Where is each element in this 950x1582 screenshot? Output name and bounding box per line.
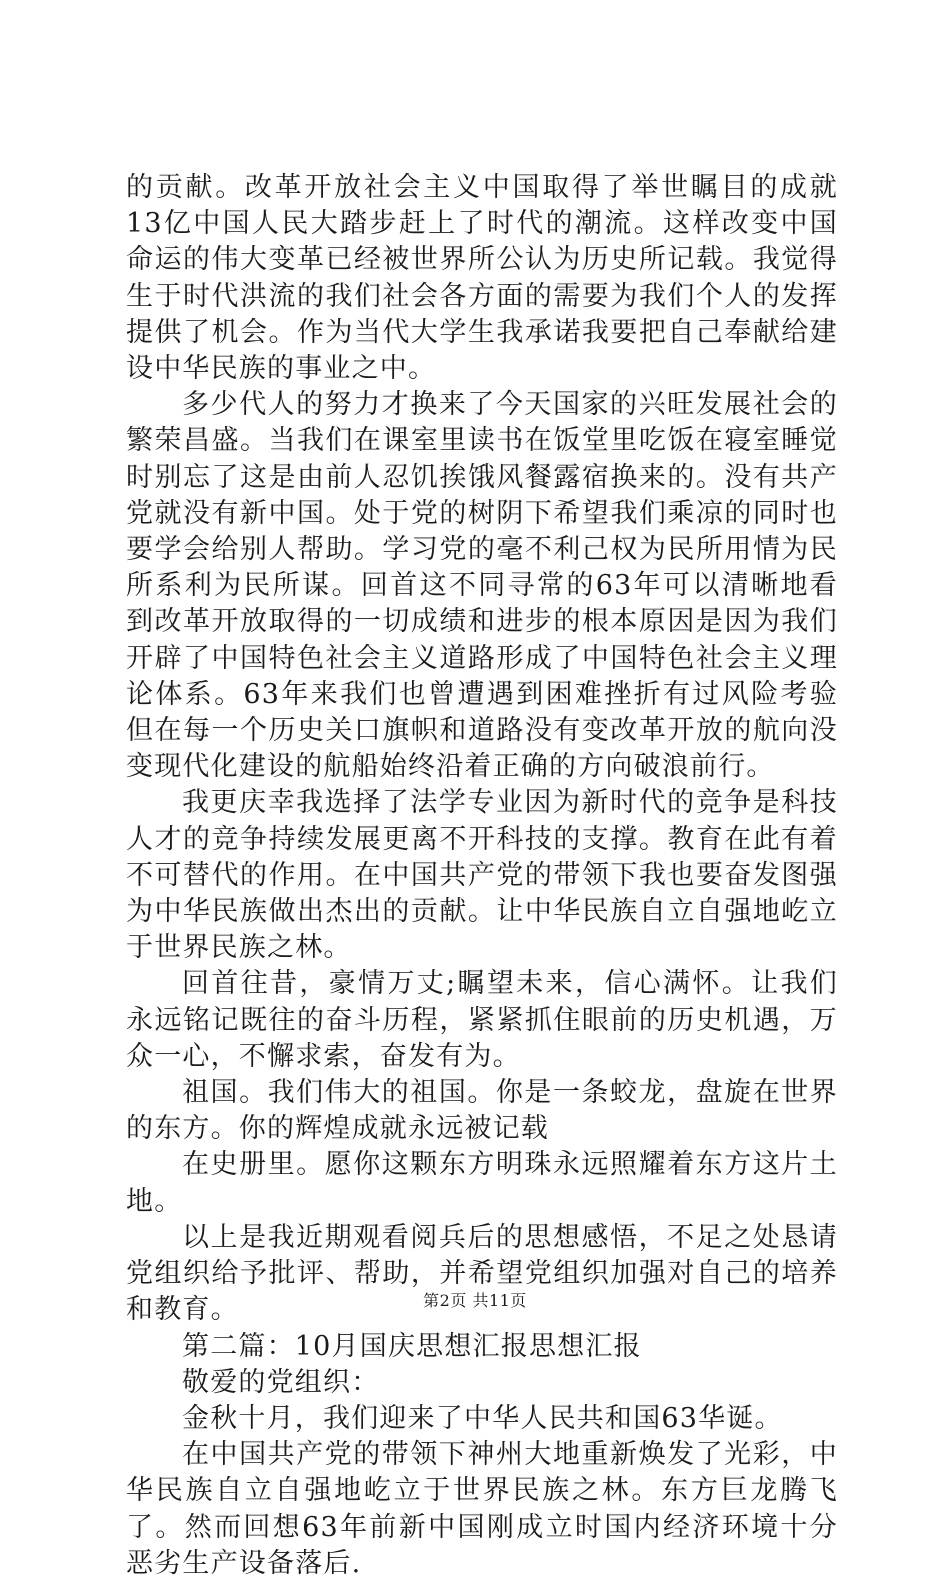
paragraph-2: 多少代人的努力才换来了今天国家的兴旺发展社会的繁荣昌盛。当我们在课室里读书在饭堂里吃饭在寝室睡觉时别忘了这是由前人忍饥挨饿风餐露宿换来的。没有共产党就没有新中国。处于党的树阴下希望我们乘凉的同时也要学会给别人帮助。学习党的毫不利己权为民所用情为民所系利为民所谋。回首这不同寻常的63年可以清晰地看到改革开放取得的一切成绩和进步的根本原因是因为我们开辟了中国特色社会主义道路形成了中国特色社会主义理论体系。63年来我们也曾遭遇到困难挫折有过风险考验但在每一个历史关口旗帜和道路没有变改革开放的航向没变现代化建设的航船始终沿着正确的方向破浪前行。 (126, 389, 838, 783)
paragraph-4: 回首往昔，豪情万丈;瞩望未来，信心满怀。让我们永远铭记既往的奋斗历程，紧紧抓住眼前的历史机遇，万众一心，不懈求索，奋发有为。 (126, 968, 838, 1072)
section-heading: 第二篇：10月国庆思想汇报思想汇报 (182, 1330, 642, 1362)
paragraph-9: 在中国共产党的带领下神州大地重新焕发了光彩，中华民族自立自强地屹立于世界民族之林。东方巨龙腾飞了。然而回想63年前新中国刚成立时国内经济环境十分恶劣生产设备落后. (126, 1439, 838, 1579)
page-number-footer: 第2页 共11页 (423, 1291, 527, 1310)
paragraph-6: 在史册里。愿你这颗东方明珠永远照耀着东方这片土地。 (126, 1149, 838, 1217)
paragraph-1: 的贡献。改革开放社会主义中国取得了举世瞩目的成就13亿中国人民大踏步赶上了时代的潮流。这样改变中国命运的伟大变革已经被世界所公认为历史所记载。我觉得生于时代洪流的我们社会各方面的需要为我们个人的发挥提供了机会。作为当代大学生我承诺我要把自己奉献给建设中华民族的事业之中。 (126, 172, 838, 385)
salutation: 敬爱的党组织： (182, 1366, 380, 1398)
paragraph-8: 金秋十月，我们迎来了中华人民共和国63华诞。 (182, 1402, 783, 1434)
document-body (126, 170, 838, 1582)
paragraph-3: 我更庆幸我选择了法学专业因为新时代的竞争是科技人才的竞争持续发展更离不开科技的支撑。教育在此有着不可替代的作用。在中国共产党的带领下我也要奋发图强为中华民族做出杰出的贡献。让中华民族自立自强地屹立于世界民族之林。 (126, 787, 838, 964)
paragraph-7: 以上是我近期观看阅兵后的思想感悟，不足之处恳请党组织给予批评、帮助，并希望党组织加强对自己的培养和教育。 (126, 1221, 838, 1326)
paragraph-5: 祖国。我们伟大的祖国。你是一条蛟龙，盘旋在世界的东方。你的辉煌成就永远被记载 (126, 1077, 838, 1145)
